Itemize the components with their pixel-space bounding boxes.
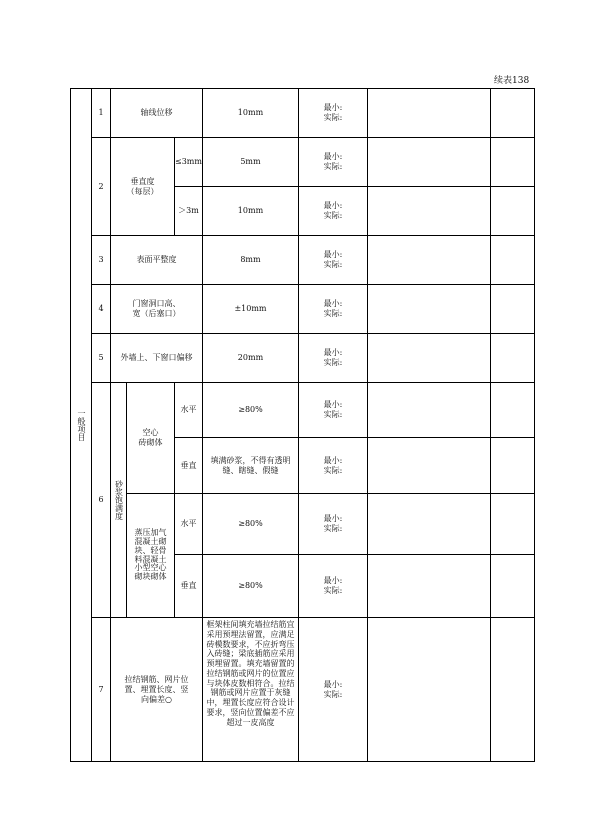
table-row [71, 494, 535, 555]
tolerance-value: 5mm [202, 138, 298, 187]
direction-label: 垂直 [175, 555, 203, 618]
table-row [71, 383, 535, 438]
category-cell [71, 89, 92, 762]
measurement-cell [298, 494, 367, 555]
inspection-table [70, 88, 535, 762]
row-number: 4 [92, 285, 111, 334]
min-label: 最小: [323, 576, 343, 585]
blank-cell [367, 438, 490, 494]
table-row [71, 334, 535, 383]
actual-label: 实际: [323, 524, 343, 533]
actual-label: 实际: [323, 410, 343, 419]
blank-cell [367, 494, 490, 555]
blank-cell [367, 383, 490, 438]
table-row [71, 618, 535, 762]
blank-cell [490, 187, 534, 236]
tolerance-value: 8mm [202, 236, 298, 285]
blank-cell [490, 438, 534, 494]
measurement-cell [298, 138, 367, 187]
blank-cell [490, 618, 534, 762]
blank-cell [367, 618, 490, 762]
row-number: 1 [92, 89, 111, 138]
actual-label: 实际: [323, 465, 343, 475]
blank-cell [490, 285, 534, 334]
category-label: 一般项目 [77, 409, 86, 441]
direction-label: 水平 [175, 383, 203, 438]
blank-cell [490, 334, 534, 383]
tolerance-value: 20mm [202, 334, 298, 383]
blank-cell [367, 187, 490, 236]
tolerance-value: 10mm [202, 187, 298, 236]
min-label: 最小: [323, 348, 343, 357]
min-label: 最小: [323, 299, 343, 308]
measurement-cell [298, 555, 367, 618]
actual-label: 实际: [323, 358, 343, 367]
measurement-cell [298, 89, 367, 138]
row-number: 6 [92, 383, 111, 618]
blank-cell [367, 555, 490, 618]
tolerance-value: ±10mm [202, 285, 298, 334]
min-label: 最小: [323, 250, 343, 259]
masonry-type: 蒸压加气 混凝土砌 块、轻骨 料混凝土 小型空心 砌块砌体 [127, 494, 175, 618]
measurement-cell [298, 236, 367, 285]
table-row [71, 285, 535, 334]
min-label: 最小: [323, 400, 343, 409]
condition-value: ＞3m [175, 187, 203, 236]
measurement-cell [298, 334, 367, 383]
actual-label: 实际: [323, 309, 343, 318]
actual-label: 实际: [323, 586, 343, 595]
table-row [71, 236, 535, 285]
blank-cell [490, 494, 534, 555]
direction-label: 水平 [175, 494, 203, 555]
tolerance-value: ≥80% [202, 555, 298, 618]
min-label: 最小: [323, 152, 343, 161]
tolerance-value: 10mm [202, 89, 298, 138]
min-label: 最小: [323, 201, 343, 210]
item-name-vertical [111, 383, 127, 618]
table-row [71, 138, 535, 187]
actual-label: 实际: [323, 113, 343, 122]
blank-cell [490, 89, 534, 138]
blank-cell [490, 555, 534, 618]
row-number: 2 [92, 138, 111, 236]
actual-label: 实际: [323, 260, 343, 269]
item-name: 轴线位移 [111, 89, 203, 138]
tolerance-text: 框架柱间填充墙拉结筋宜采用预埋法留置，应满足砖模数要求，不应折弯压入砖缝；梁底插筋应采用预埋留置。填充墙留置的拉结钢筋或网片的位置应与块体皮数相符合。拉结钢筋或网片应置于灰缝中，埋置长度应符合设计要求，竖向位置偏差不应超过一皮高度 [202, 618, 298, 762]
actual-label: 实际: [323, 162, 343, 171]
blank-cell [367, 138, 490, 187]
blank-cell [367, 89, 490, 138]
row-number: 3 [92, 236, 111, 285]
blank-cell [490, 383, 534, 438]
blank-cell [490, 236, 534, 285]
actual-label: 实际: [323, 211, 343, 220]
masonry-type: 空心 砖砌体 [127, 383, 175, 494]
item-name: 垂直度 （每层） [111, 138, 175, 236]
min-label: 最小: [323, 455, 343, 465]
item-name: 砂浆饱满度 [114, 480, 124, 520]
continued-table-label: 续表138 [494, 76, 530, 86]
item-name: 外墙上、下窗口偏移 [111, 334, 203, 383]
tolerance-value: ≥80% [202, 383, 298, 438]
blank-cell [367, 285, 490, 334]
row-number: 7 [92, 618, 111, 762]
measurement-cell [298, 187, 367, 236]
min-label: 最小: [323, 103, 343, 112]
table-row [71, 89, 535, 138]
direction-label: 垂直 [175, 438, 203, 494]
blank-cell [490, 138, 534, 187]
blank-cell [367, 236, 490, 285]
item-name: 门窗洞口高、 宽（后塞口） [111, 285, 203, 334]
min-label: 最小: [323, 679, 343, 689]
item-name: 拉结钢筋、网片位 置、埋置长度、竖 向偏差○ [111, 618, 203, 762]
item-name: 表面平整度 [111, 236, 203, 285]
measurement-cell [298, 383, 367, 438]
measurement-cell [298, 438, 367, 494]
measurement-cell [298, 285, 367, 334]
min-label: 最小: [323, 514, 343, 523]
actual-label: 实际: [323, 689, 343, 699]
tolerance-value: ≥80% [202, 494, 298, 555]
blank-cell [367, 334, 490, 383]
condition-value: ≤3mm [175, 138, 203, 187]
tolerance-text: 填满砂浆，不得有透明缝、瞎缝、假缝 [202, 438, 298, 494]
measurement-cell [298, 618, 367, 762]
row-number: 5 [92, 334, 111, 383]
